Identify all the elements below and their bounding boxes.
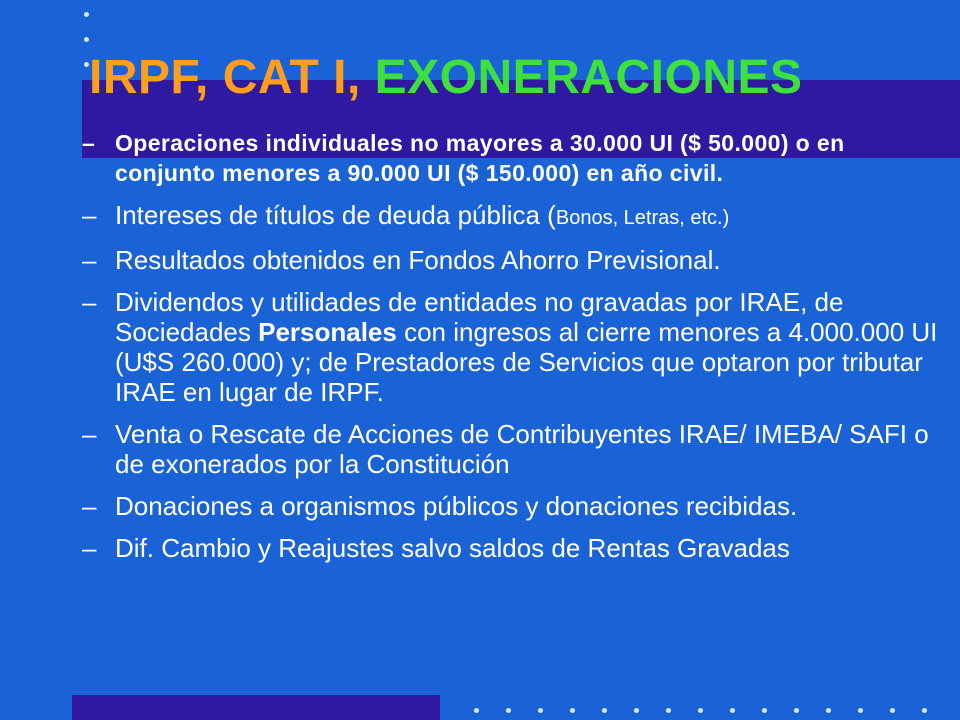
list-item-text: Resultados obtenidos en Fondos Ahorro Previsional. [115, 245, 721, 275]
dot [666, 708, 671, 713]
dash-bullet: – [82, 419, 97, 449]
decorative-dots-bottom [474, 708, 954, 714]
dot [922, 708, 927, 713]
dot [84, 12, 89, 17]
dot [506, 708, 511, 713]
dot [474, 708, 479, 713]
dot [84, 37, 89, 42]
list-item-text: Venta o Rescate de Acciones de Contribuyentes IRAE/ IMEBA/ SAFI o de exonerados por la Constitución [115, 419, 929, 479]
dot [538, 708, 543, 713]
list-item-text-before: Dividendos y utilidades de entidades no gravadas por IRAE, de Sociedades [115, 287, 844, 347]
list-item-text: Donaciones a organismos públicos y donaciones recibidas. [115, 491, 798, 521]
dash-bullet: – [82, 533, 97, 563]
list-item [82, 491, 942, 521]
list-item-text-after: con ingresos al cierre menores a 4.000.000 UI (U$S 260.000) y; de Prestadores de Servicios que optaron por tributar IRAE en lugar de IRPF. [115, 317, 938, 407]
title-part-1: IRPF, CAT I, [89, 51, 375, 104]
list-item [82, 245, 942, 275]
list-item-bold-text: Personales [258, 317, 397, 347]
dot [602, 708, 607, 713]
list-item-text: Intereses de títulos de deuda pública ( [115, 200, 556, 230]
dot [762, 708, 767, 713]
title-part-2: EXONERACIONES [374, 51, 803, 104]
list-item [82, 287, 942, 407]
dash-bullet: – [82, 245, 97, 275]
dot [794, 708, 799, 713]
dot [890, 708, 895, 713]
exemptions-list [82, 128, 942, 575]
dash-bullet: – [82, 130, 96, 156]
dot [634, 708, 639, 713]
dash-bullet: – [82, 200, 97, 230]
list-item [82, 533, 942, 563]
list-item-text: Operaciones individuales no mayores a 30.000 UI ($ 50.000) o en conjunto menores a 90.000 UI ($ 150.000) en año civil. [115, 130, 845, 186]
bottom-band [72, 695, 440, 720]
list-item [82, 128, 942, 188]
dot [826, 708, 831, 713]
list-item-small-text: Bonos, Letras, etc.) [555, 207, 730, 229]
list-item [82, 419, 942, 479]
dot [570, 708, 575, 713]
list-item [82, 200, 942, 233]
dash-bullet: – [82, 491, 97, 521]
dot [730, 708, 735, 713]
list-item-text: Dif. Cambio y Reajustes salvo saldos de Rentas Gravadas [115, 533, 790, 563]
slide-title [89, 50, 803, 105]
dot [698, 708, 703, 713]
dot [858, 708, 863, 713]
dash-bullet: – [82, 287, 97, 317]
